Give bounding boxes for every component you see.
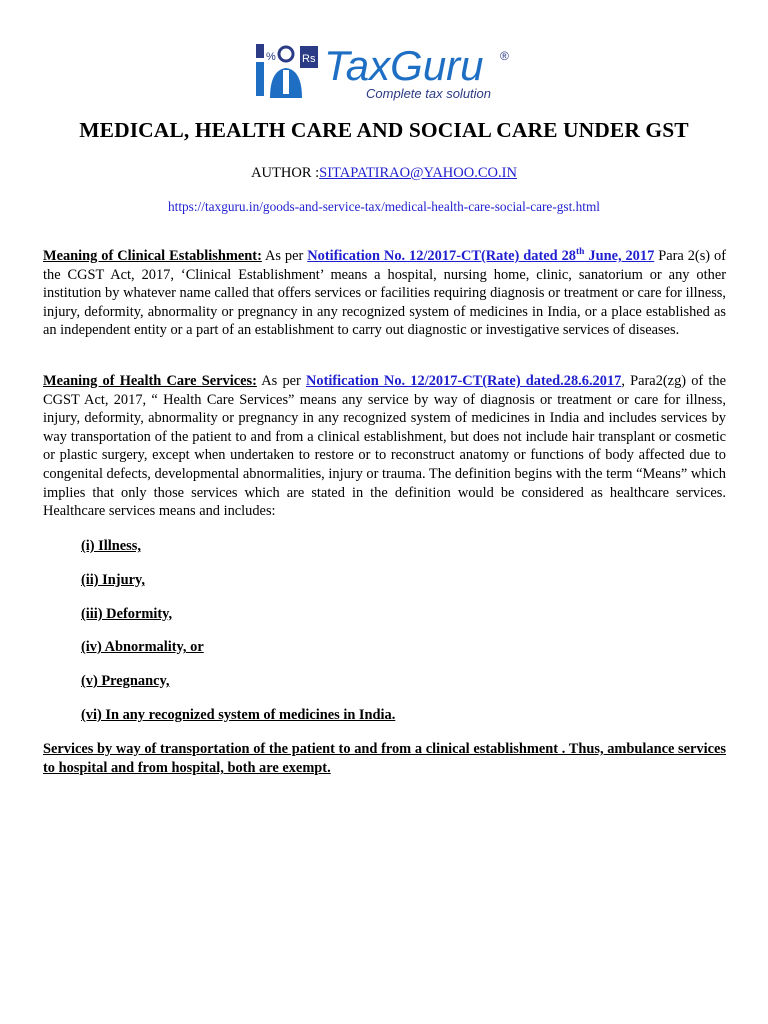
source-url-link[interactable]: https://taxguru.in/goods-and-service-tax/medical-health-care-social-care-gst.html: [168, 199, 600, 214]
clinical-body-text: Para 2(s) of the CGST Act, 2017, ‘Clinical Establishment’ means a hospital, nursing home, clinic, sanatorium or any other institution by whatever name called that offers services or facilities requiring diagnosis or treatment or care for illness, injury, deformity, abnormality or pregnancy in any recognized system of medicines in India, or a place established as an independent entity or a part of an establishment to carry out diagnostic or investigative services of diseases.: [43, 248, 727, 339]
clinical-establishment-heading: Meaning of Clinical Establishment:: [43, 248, 262, 264]
clinical-notification-text-a: Notification No. 12/2017-CT(Rate) dated 28: [307, 248, 576, 264]
logo-rs-symbol: Rs: [302, 53, 316, 65]
logo-left-bar-lower: [256, 62, 264, 96]
author-label: AUTHOR :: [251, 165, 320, 181]
clinical-notification-superscript: th: [575, 247, 585, 258]
author-email-link[interactable]: SITAPATIRAO@YAHOO.CO.IN: [319, 165, 517, 181]
logo-person-tie-icon: [283, 70, 289, 94]
clinical-notification-text-b: June, 2017: [584, 248, 655, 264]
logo-left-bar: [256, 44, 264, 58]
clinical-lead-text: As per: [261, 248, 308, 264]
logo-percent-symbol: %: [266, 51, 276, 63]
logo-tagline: Complete tax solution: [366, 86, 492, 101]
logo-registered-mark: ®: [500, 49, 509, 63]
page-title: MEDICAL, HEALTH CARE AND SOCIAL CARE UNDER GST: [79, 118, 689, 142]
list-item: (ii) Injury,: [81, 572, 145, 588]
taxguru-logo-graphic: [256, 40, 518, 102]
list-item: (iv) Abnormality, or: [81, 639, 204, 655]
list-item: (v) Pregnancy,: [81, 673, 170, 689]
clinical-establishment-paragraph: [43, 247, 726, 340]
author-line: [0, 165, 768, 182]
health-care-services-heading: Meaning of Health Care Services:: [43, 373, 257, 389]
list-item: (i) Illness,: [81, 538, 141, 554]
list-item: (vi) In any recognized system of medicines in India.: [81, 707, 396, 723]
logo-brand-text: TaxGuru: [324, 42, 484, 89]
source-url: [0, 199, 768, 215]
health-notification-link[interactable]: Notification No. 12/2017-CT(Rate) dated.28.6.2017: [306, 373, 622, 389]
clinical-notification-link[interactable]: [307, 248, 654, 264]
health-lead-text: As per: [256, 373, 307, 389]
logo-person-head-icon: [279, 47, 293, 61]
health-care-services-paragraph: [43, 372, 726, 521]
health-body-text: , Para2(zg) of the CGST Act, 2017, “ Health Care Services” means any service by way of diagnosis or treatment or care for illness, injury, deformity, abnormality or pregnancy in any recognized system of medicines in India and includes services by way transportation of the patient to and from a clinical establishment, but does not include hair transplant or cosmetic or plastic surgery, except when undertaken to restore or to reconstruct anatomy or functions of body affected due to congenital defects, developmental abnormalities, injury or trauma. The definition begins with the term “Means” which implies that only those services which are stated in the definition would be considered as healthcare services. Healthcare services means and includes:: [43, 373, 726, 520]
taxguru-logo: [256, 40, 518, 102]
list-item: (iii) Deformity,: [81, 606, 173, 622]
ambulance-exemption-note: Services by way of transportation of the patient to and from a clinical establishment . Thus, ambulance services to hospital and from hospital, both are exempt.: [43, 741, 726, 776]
